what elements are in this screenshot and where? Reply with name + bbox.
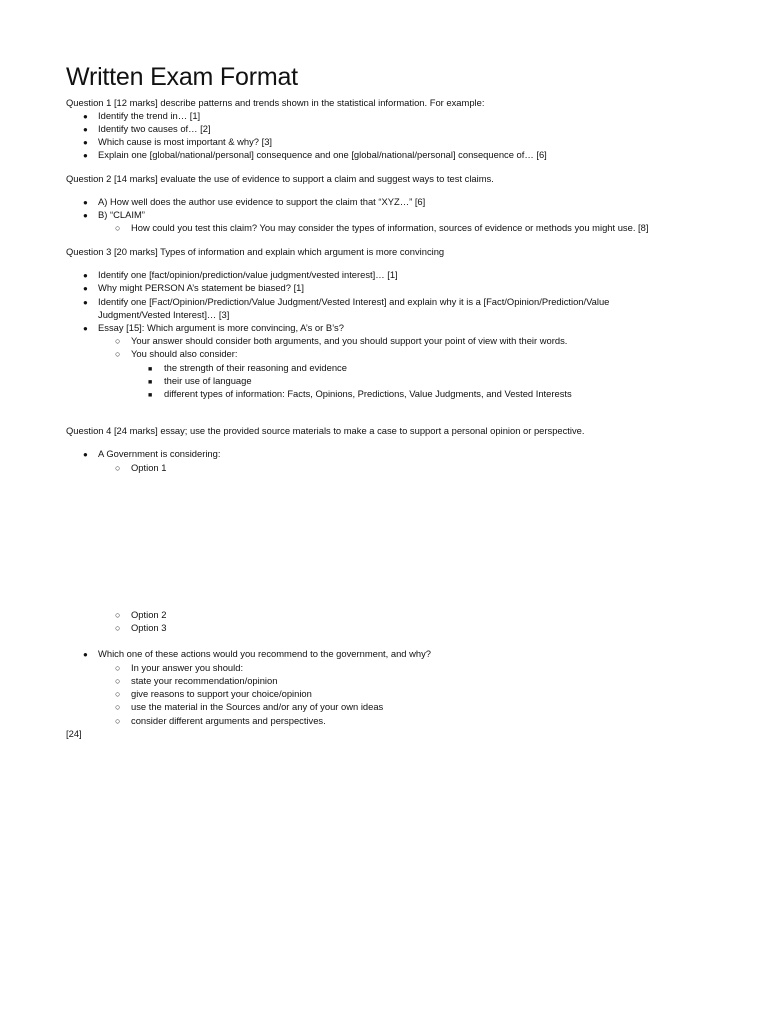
question-3-heading: Question 3 [20 marks] Types of information and explain which argument is more convincing <box>66 246 445 257</box>
question-2-heading: Question 2 [14 marks] evaluate the use of evidence to support a claim and suggest ways to test claims. <box>66 173 494 184</box>
list-item: the strength of their reasoning and evidence <box>164 362 347 373</box>
list-item: Which cause is most important & why? [3] <box>98 136 273 147</box>
bullet-icon <box>83 447 88 461</box>
question-1-heading: Question 1 [12 marks] describe patterns and trends shown in the statistical information. For example: <box>66 97 485 108</box>
list-item: A Government is considering: <box>98 448 221 459</box>
circle-bullet-icon <box>115 461 120 475</box>
list-item-continuation: Judgment/Vested Interest]… [3] <box>98 309 230 320</box>
list-item: Why might PERSON A’s statement be biased? [1] <box>98 282 304 293</box>
list-item: consider different arguments and perspectives. <box>131 715 326 726</box>
bullet-icon <box>83 295 88 309</box>
list-item: Explain one [global/national/personal] consequence and one [global/national/personal] consequence of… [6] <box>98 149 547 160</box>
circle-bullet-icon <box>115 621 120 635</box>
list-item: Identify one [Fact/Opinion/Prediction/Value Judgment/Vested Interest] and explain why it is a [Fact/Opinion/Prediction/Value <box>98 296 610 307</box>
option-item: Option 3 <box>131 622 167 633</box>
list-item: How could you test this claim? You may consider the types of information, sources of evidence or methods you might use. [8] <box>131 222 649 233</box>
option-item: Option 2 <box>131 609 167 620</box>
list-item: B) “CLAIM” <box>98 209 145 220</box>
list-item: use the material in the Sources and/or any of your own ideas <box>131 701 384 712</box>
list-item: Identify one [fact/opinion/prediction/value judgment/vested interest]… [1] <box>98 269 398 280</box>
list-item: Identify the trend in… [1] <box>98 110 201 121</box>
circle-bullet-icon <box>115 700 120 714</box>
list-item: state your recommendation/opinion <box>131 675 278 686</box>
bullet-icon <box>83 321 88 335</box>
list-item: give reasons to support your choice/opinion <box>131 688 312 699</box>
list-item: In your answer you should: <box>131 662 244 673</box>
list-item: You should also consider: <box>131 348 238 359</box>
list-item: A) How well does the author use evidence to support the claim that “XYZ…” [6] <box>98 196 426 207</box>
list-item: Identify two causes of… [2] <box>98 123 211 134</box>
bullet-icon <box>83 281 88 295</box>
list-item: different types of information: Facts, Opinions, Predictions, Value Judgments, and Vested Interests <box>164 388 572 399</box>
list-item: Essay [15]: Which argument is more convincing, A’s or B’s? <box>98 322 344 333</box>
circle-bullet-icon <box>115 714 120 728</box>
bullet-icon <box>83 647 88 661</box>
question-4-heading: Question 4 [24 marks] essay; use the provided source materials to make a case to support a personal opinion or perspective. <box>66 425 585 436</box>
list-item: their use of language <box>164 375 252 386</box>
list-item: Which one of these actions would you recommend to the government, and why? <box>98 648 432 659</box>
bullet-icon <box>83 208 88 222</box>
option-item: Option 1 <box>131 462 167 473</box>
square-bullet-icon <box>148 387 152 402</box>
circle-bullet-icon <box>115 221 120 235</box>
list-item: Your answer should consider both arguments, and you should support your point of view with their words. <box>131 335 568 346</box>
page-title: Written Exam Format <box>66 63 298 91</box>
marks-total: [24] <box>66 728 82 739</box>
bullet-icon <box>83 148 88 162</box>
circle-bullet-icon <box>115 347 120 361</box>
